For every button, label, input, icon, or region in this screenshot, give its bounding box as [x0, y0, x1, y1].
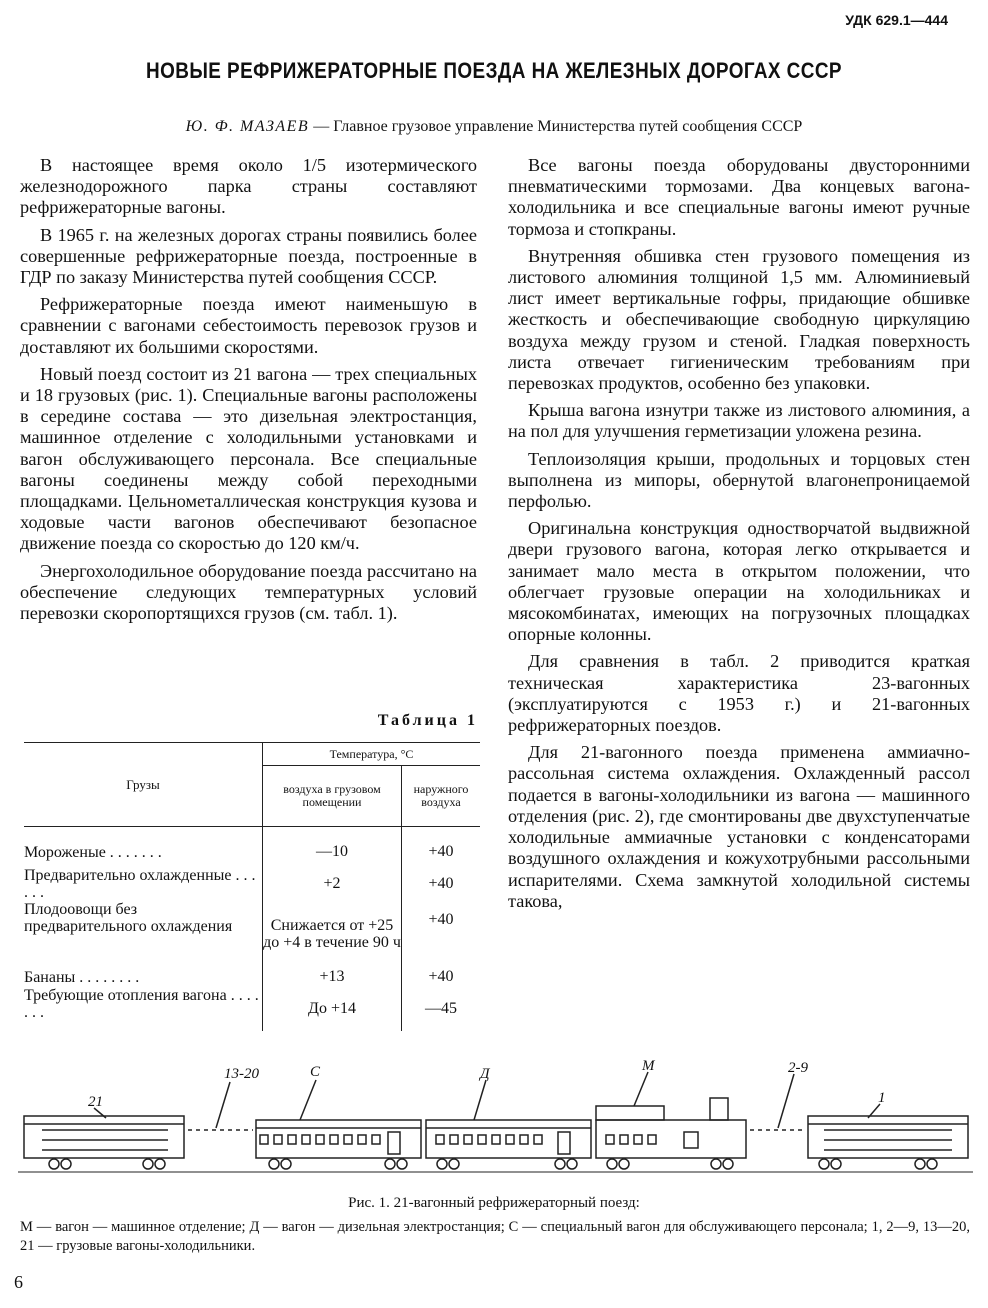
- figure-label: 21: [88, 1094, 103, 1110]
- left-column: [20, 155, 477, 630]
- figure-caption: Рис. 1. 21-вагонный рефрижераторный поезд:: [348, 1195, 640, 1211]
- paragraph: Теплоизоляция крыши, продольных и торцовых стен выполнена из мипоры, обернутой влагонепроницаемой перфолью.: [508, 448, 970, 512]
- temperature-table: [24, 742, 480, 1031]
- author-line: [0, 118, 988, 136]
- table-row: Бананы . . . . . . . . +13 +40: [24, 967, 480, 987]
- table-row: Предварительно охлажденные . . . . . . +2 +40: [24, 867, 480, 901]
- freight-car-1: [808, 1116, 968, 1169]
- author-affiliation: — Главное грузовое управление Министерства путей сообщения СССР: [309, 118, 803, 135]
- header-cargo: Грузы: [126, 776, 160, 792]
- paragraph: Для сравнения в табл. 2 приводится краткая техническая характеристика 23-вагонных (эксплуатируются с 1953 г.) и 21-вагонных рефрижераторных поездов.: [508, 651, 970, 736]
- paragraph: Для 21-вагонного поезда применена аммиачно-рассольная система охлаждения. Охлажденный рассол подается в вагоны-холодильники из вагона — машинного отделения (рис. 2), где смонтированы две двухступенчатые холодильные аммиачные установки с конденсаторами воздушного охлаждения и кожухотрубными рассольными испарителями. Схема замкнутой холодильной системы такова,: [508, 742, 970, 911]
- article-title: НОВЫЕ РЕФРИЖЕРАТОРНЫЕ ПОЕЗДА НА ЖЕЛЕЗНЫХ ДОРОГАХ СССР: [145, 58, 842, 83]
- paragraph: Оригинальна конструкция одностворчатой выдвижной двери грузового вагона, которая легко открывается и занимает мало места в открытом положении, что облегчает грузовые операции на холодильниках и мясокомбинатах, имеющих на погрузочных площадках опорные колонны.: [508, 518, 970, 645]
- figure-label: 2-9: [788, 1060, 808, 1076]
- figure-label: 13-20: [224, 1066, 259, 1082]
- header-temperature: Температура, °С: [263, 743, 481, 766]
- table-row: Мороженые . . . . . . . —10 +40: [24, 827, 480, 868]
- paragraph: Все вагоны поезда оборудованы двусторонними пневматическими тормозами. Два концевых вагона-холодильника и все специальные вагоны имеют ручные тормоза и стопкраны.: [508, 155, 970, 239]
- diesel-car-d: [426, 1120, 591, 1169]
- paragraph: В настоящее время около 1/5 изотермического железнодорожного парка страны составляют рефрижераторные вагоны.: [20, 155, 477, 218]
- train-figure: [18, 1058, 973, 1183]
- table-caption: Таблица 1: [377, 712, 478, 729]
- figure-label: С: [310, 1064, 321, 1080]
- figure-label: М: [642, 1058, 655, 1074]
- page-number: 6: [14, 1272, 23, 1292]
- author-name: Ю. Ф. МАЗАЕВ: [185, 118, 310, 135]
- paragraph: Внутренняя обшивка стен грузового помещения из листового алюминия толщиной 1,5 мм. Алюминиевый лист имеет вертикальные гофры, придающие обшивке жесткость и обеспечивающие свободную циркуляцию воздуха между грузом и стеной. Гладкая поверхность листа отвечает гигиеническим требованиям при перевозках продуктов, особенно без упаковки.: [508, 245, 970, 394]
- right-column: [508, 155, 970, 918]
- paragraph: Рефрижераторные поезда имеют наименьшую в сравнении с вагонами себестоимость перевозок грузов и доставляют их большими скоростями.: [20, 294, 477, 357]
- table-row: Плодоовощи без предварительного охлаждения Снижается от +25 до +4 в течение 90 ч +40: [24, 901, 480, 967]
- header-air-outside: наружного воздуха: [402, 766, 481, 827]
- table-row: Требующие отопления вагона . . . . . . . До +14 —45: [24, 987, 480, 1031]
- paragraph: Энергохолодильное оборудование поезда рассчитано на обеспечение следующих температурных условий перевозки скоропортящихся грузов (см. табл. 1).: [20, 560, 477, 624]
- paragraph: Крыша вагона изнутри также из листового алюминия, а на пол для улучшения герметизации уложена резина.: [508, 400, 970, 442]
- machine-car-m: [596, 1098, 746, 1169]
- figure-legend: М — вагон — машинное отделение; Д — вагон — дизельная электростанция; С — специальный вагон для обслуживающего персонала; 1, 2—9, 13—20, 21 — грузовые вагоны-холодильники.: [20, 1219, 970, 1254]
- udc-code: УДК 629.1—444: [845, 12, 948, 28]
- paragraph: Новый поезд состоит из 21 вагона — трех специальных и 18 грузовых (рис. 1). Специальные вагоны расположены в середине состава — это дизельная электростанция, машинное отделение с холодильными установками и вагон обслуживающего персонала. Все специальные вагоны соединены между собой переходными площадками. Цельнометаллическая конструкция кузова и ходовые части вагонов обеспечивают безопасное движение поезда со скоростью до 120 км/ч.: [20, 363, 477, 554]
- freight-car-21: [24, 1116, 184, 1169]
- paragraph: В 1965 г. на железных дорогах страны появились более совершенные рефрижераторные поезда, построенные в ГДР по заказу Министерства путей сообщения СССР.: [20, 224, 477, 288]
- figure-label: 1: [878, 1090, 886, 1106]
- figure-label: Д: [480, 1066, 490, 1082]
- service-car-c: [256, 1120, 421, 1169]
- header-air-cargo: воздуха в грузовом помещении: [263, 766, 402, 827]
